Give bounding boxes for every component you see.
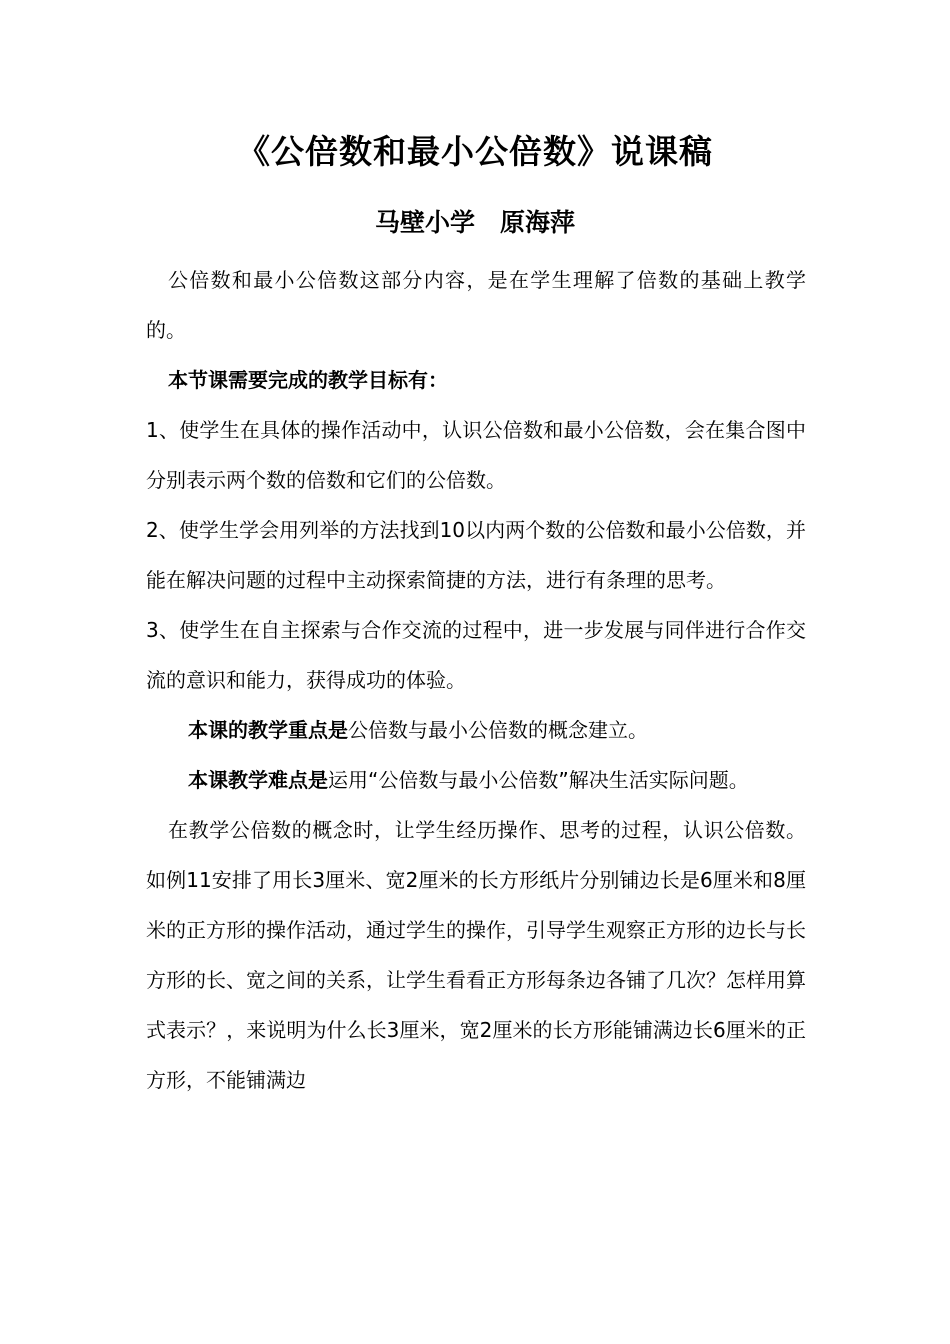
document-title: 《公倍数和最小公倍数》说课稿 <box>237 132 713 171</box>
intro-paragraph: 公倍数和最小公倍数这部分内容，是在学生理解了倍数的基础上教学的。 <box>146 268 806 342</box>
difficulty-paragraph <box>146 755 806 805</box>
document-author: 马壁小学 原海萍 <box>374 208 575 237</box>
difficulty-text: 运用“公倍数与最小公倍数”解决生活实际问题。 <box>328 768 749 792</box>
key-point-label: 本课的教学重点是 <box>188 718 348 742</box>
goal-item-1: 1、使学生在具体的操作活动中，认识公倍数和最小公倍数，会在集合图中分别表示两个数的倍数和它们的公倍数。 <box>146 418 806 492</box>
key-point-text: 公倍数与最小公倍数的概念建立。 <box>348 718 648 742</box>
teaching-paragraph: 在教学公倍数的概念时，让学生经历操作、思考的过程，认识公倍数。如例11安排了用长3厘米、宽2厘米的长方形纸片分别铺边长是6厘米和8厘米的正方形的操作活动，通过学生的操作，引导学生观察正方形的边长与长方形的长、宽之间的关系，让学生看看正方形每条边各铺了几次？怎样用算式表示？，来说明为什么长3厘米，宽2厘米的长方形能铺满边长6厘米的正方形，不能铺满边 <box>146 818 806 1092</box>
goal-item-2: 2、使学生学会用列举的方法找到10以内两个数的公倍数和最小公倍数，并能在解决问题的过程中主动探索简捷的方法，进行有条理的思考。 <box>146 518 806 592</box>
goal-item-3: 3、使学生在自主探索与合作交流的过程中，进一步发展与同伴进行合作交流的意识和能力，获得成功的体验。 <box>146 618 806 692</box>
difficulty-label: 本课教学难点是 <box>188 768 328 792</box>
key-point-paragraph <box>146 705 806 755</box>
document-body <box>146 255 806 1105</box>
goals-heading: 本节课需要完成的教学目标有： <box>168 368 448 392</box>
